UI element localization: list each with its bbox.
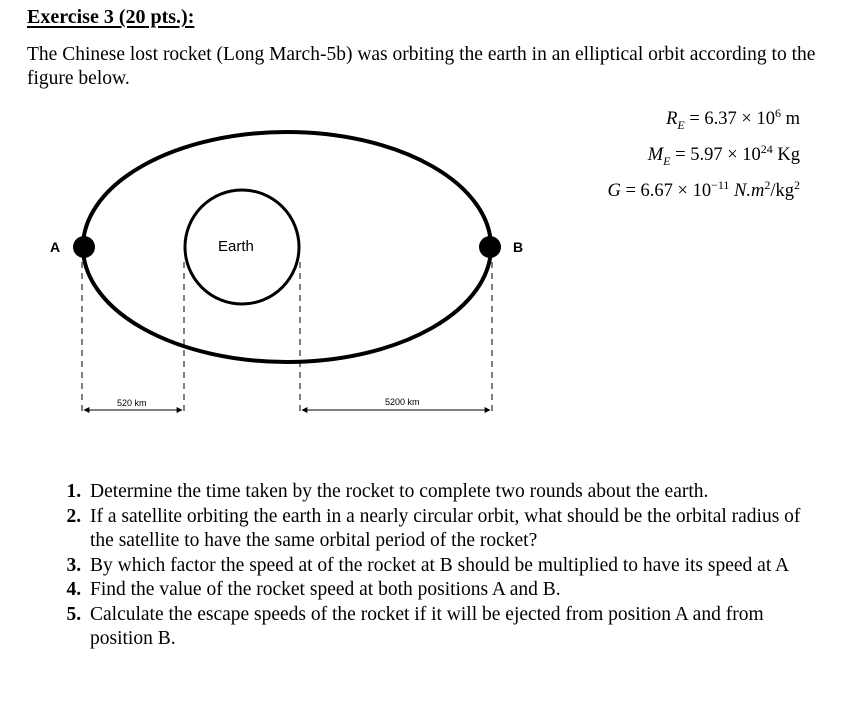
symbol: M — [647, 145, 664, 166]
value: 6.67 — [640, 181, 673, 202]
point-b-dot — [479, 236, 501, 258]
times-sign: × — [727, 145, 738, 166]
unit-main: N.m — [734, 181, 765, 202]
base: 10 — [756, 109, 775, 130]
base: 10 — [742, 145, 761, 166]
unit-divisor-exponent: 2 — [794, 178, 800, 192]
dashed-guide-lines — [82, 262, 492, 412]
question-item: 1. Determine the time taken by the rocket to complete two rounds about the earth. — [86, 480, 826, 505]
exponent: −11 — [711, 178, 730, 192]
unit: Kg — [777, 145, 800, 166]
value: 5.97 — [690, 145, 723, 166]
exponent: 24 — [760, 142, 773, 156]
exercise-intro: The Chinese lost rocket (Long March-5b) was orbiting the earth in an elliptical orbit according to the figure below. — [27, 44, 816, 89]
question-item: 2. If a satellite orbiting the earth in a nearly circular orbit, what should be the orbital radius of the satellite to have the same orbital period of the rocket? — [86, 505, 826, 554]
question-item: 4. Find the value of the rocket speed at both positions A and B. — [86, 578, 826, 603]
subscript: E — [663, 153, 671, 168]
point-a-dot — [73, 236, 95, 258]
symbol: G — [607, 181, 621, 202]
point-a-label: A — [50, 239, 61, 255]
times-sign: × — [677, 181, 688, 202]
unit-exponent: 2 — [764, 178, 771, 192]
dimension-label-right: 5200 km — [385, 397, 420, 407]
question-item: 5. Calculate the escape speeds of the rocket if it will be ejected from position A and from position B. — [86, 603, 826, 652]
times-sign: × — [741, 109, 752, 130]
value: 6.37 — [704, 109, 737, 130]
exercise-title: Exercise 3 (20 pts.): — [27, 6, 195, 28]
question-item: 3. By which factor the speed at of the rocket at B should be multiplied to have its speed at A — [86, 554, 826, 579]
constant-gravitational: $G = 6.67 \times 10^{-11}$ $N.m^2/kg^2$ — [607, 178, 800, 202]
earth-label: Earth — [218, 238, 254, 255]
dimension-label-left: 520 km — [117, 398, 147, 408]
symbol: R — [666, 109, 678, 130]
constant-earth-mass: $M_E = 5.97 \times 10^{24}$ Kg — [647, 142, 800, 168]
exponent: 6 — [774, 106, 781, 120]
subscript: E — [677, 117, 685, 132]
unit: m — [785, 109, 800, 130]
constant-earth-radius: $R_E = 6.37 \times 10^6$ m — [666, 106, 800, 132]
point-b-label: B — [513, 239, 524, 255]
orbit-ellipse — [83, 132, 491, 362]
unit-divisor: /kg — [770, 181, 794, 202]
base: 10 — [692, 181, 712, 202]
question-list — [52, 480, 826, 652]
